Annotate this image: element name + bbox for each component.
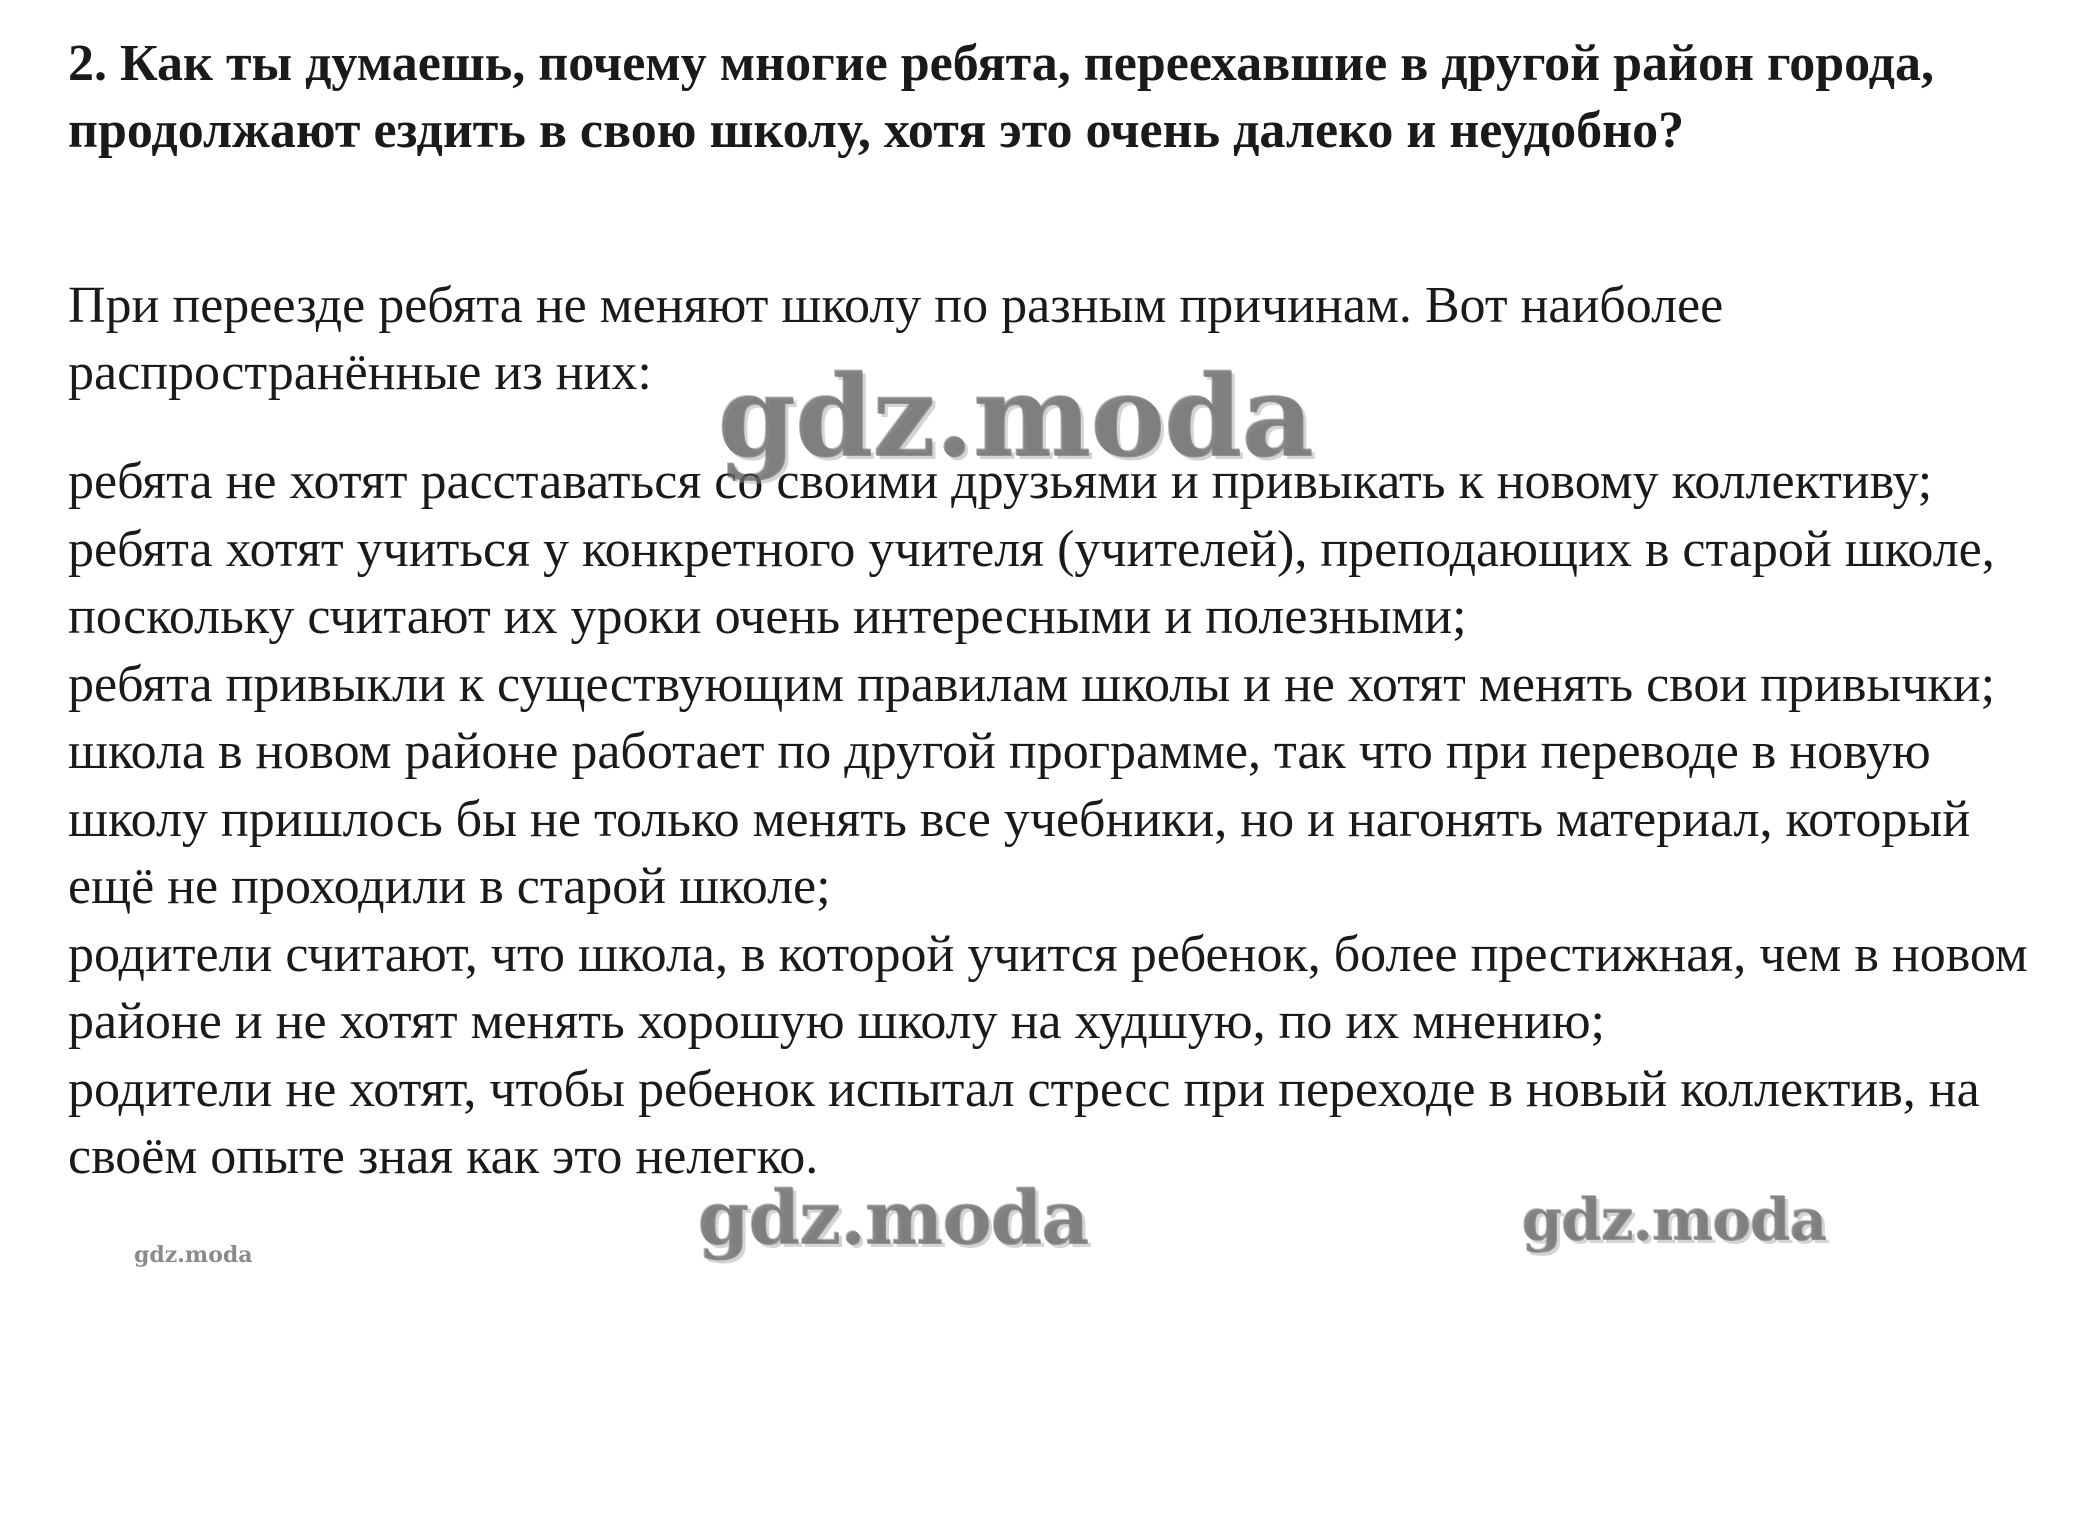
reason-item: ребята не хотят расставаться со своими друзьями и привыкать к новому коллективу; <box>68 453 1933 510</box>
watermark-right: gdz.moda <box>1522 1186 1827 1254</box>
answer-intro: При переезде ребята не меняют школу по разным причинам. Вот наиболее распространённые из них: <box>68 277 1724 401</box>
reason-item: родители не хотят, чтобы ребенок испытал стресс при переходе в новый коллектив, на своём опыте зная как это нелегко. <box>68 1060 1980 1185</box>
reasons-list <box>68 448 2028 1191</box>
reason-item: родители считают, что школа, в которой учится ребенок, более престижная, чем в новом районе и не хотят менять хорошую школу на худшую, по их мнению; <box>68 925 2028 1050</box>
watermark-small: gdz.moda <box>134 1242 253 1268</box>
reason-item: ребята привыкли к существующим правилам школы и не хотят менять свои привычки; <box>68 655 1996 713</box>
reason-item: ребята хотят учиться у конкретного учителя (учителей), преподающих в старой школе, поскольку считают их уроки очень интересными и полезными; <box>68 520 1995 645</box>
reason-item: школа в новом районе работает по другой программе, так что при переводе в новую школу пришлось бы не только менять все учебники, но и нагонять материал, который ещё не проходили в старой школе; <box>68 723 1971 915</box>
watermark-medium: gdz.moda <box>698 1176 1089 1262</box>
question-heading: 2. Как ты думаешь, почему многие ребята, переехавшие в другой район города, продолжают ездить в свою школу, хотя это очень далеко и неудобно? <box>68 35 1934 159</box>
watermark-large: gdz.moda <box>718 352 1314 483</box>
